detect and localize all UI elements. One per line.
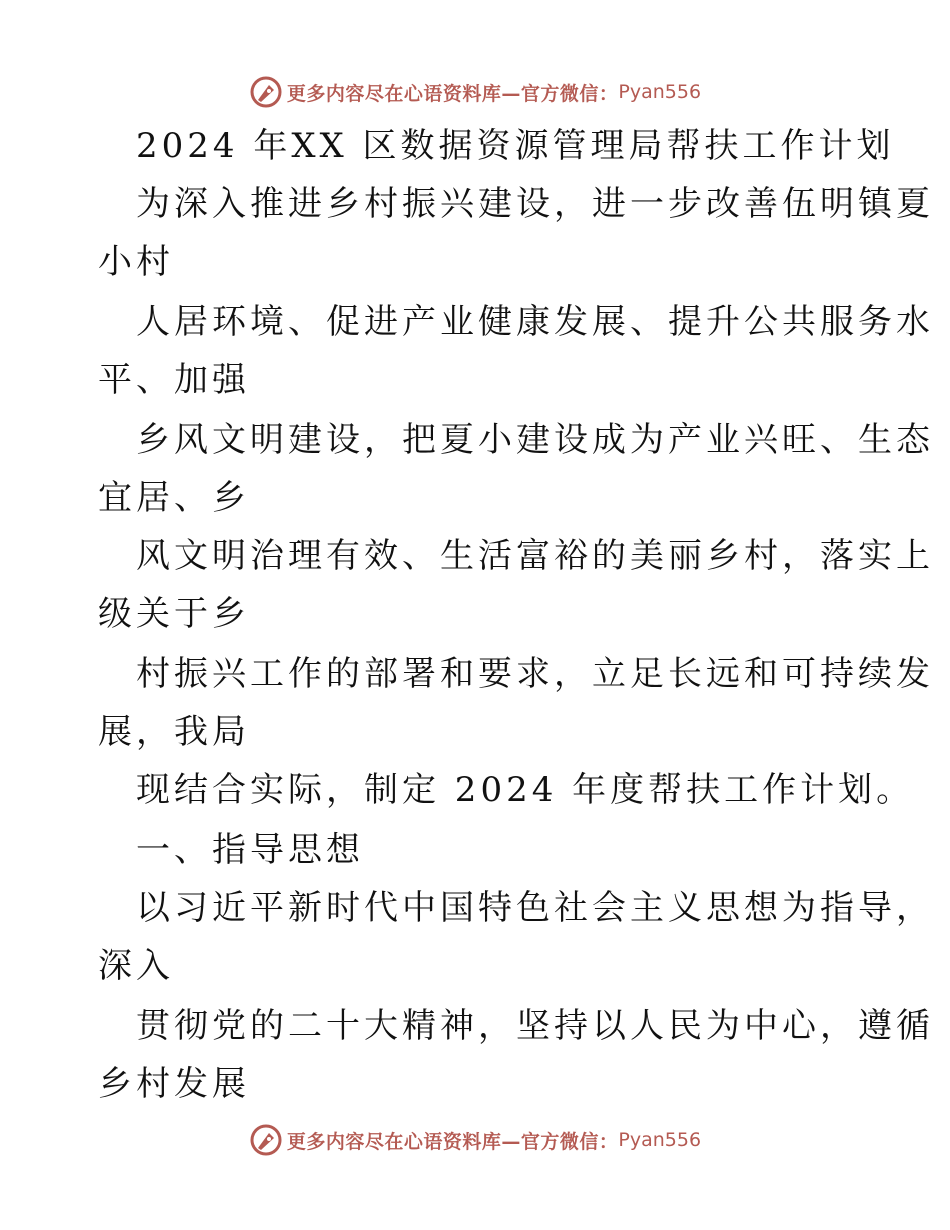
paragraph-line: 级关于乡	[98, 594, 250, 634]
paragraph-line: 人居环境、促进产业健康发展、提升公共服务水	[136, 302, 934, 342]
footer-banner	[0, 1120, 950, 1160]
paragraph-line: 为深入推进乡村振兴建设，进一步改善伍明镇夏	[136, 184, 934, 224]
paragraph-line: 以习近平新时代中国特色社会主义思想为指导，	[136, 888, 934, 928]
wechat-id: Pyan556	[618, 81, 702, 103]
banner-text: 更多内容尽在心语资料库—官方微信：	[286, 1130, 619, 1153]
paragraph-line: 乡风文明建设，把夏小建设成为产业兴旺、生态	[136, 420, 934, 460]
paragraph-line: 村振兴工作的部署和要求，立足长远和可持续发	[136, 654, 934, 694]
header-banner	[0, 72, 950, 112]
paragraph-line: 展，我局	[98, 712, 250, 752]
paragraph-line: 现结合实际，制定 2024 年度帮扶工作计划。	[136, 770, 915, 810]
section-heading: 一、指导思想	[136, 830, 364, 870]
document-title: 2024 年XX 区数据资源管理局帮扶工作计划	[136, 126, 895, 166]
paragraph-line: 小村	[98, 242, 174, 282]
paragraph-line: 贯彻党的二十大精神，坚持以人民为中心，遵循	[136, 1006, 934, 1046]
banner-text: 更多内容尽在心语资料库—官方微信：	[286, 82, 619, 105]
paragraph-line: 风文明治理有效、生活富裕的美丽乡村，落实上	[136, 536, 934, 576]
paragraph-line: 乡村发展	[98, 1064, 250, 1104]
paragraph-line: 宜居、乡	[98, 478, 250, 518]
paragraph-line: 深入	[98, 946, 174, 986]
pen-nib-logo-icon	[249, 1123, 283, 1157]
paragraph-line: 平、加强	[98, 360, 250, 400]
wechat-id: Pyan556	[618, 1129, 702, 1151]
pen-nib-logo-icon	[249, 75, 283, 109]
